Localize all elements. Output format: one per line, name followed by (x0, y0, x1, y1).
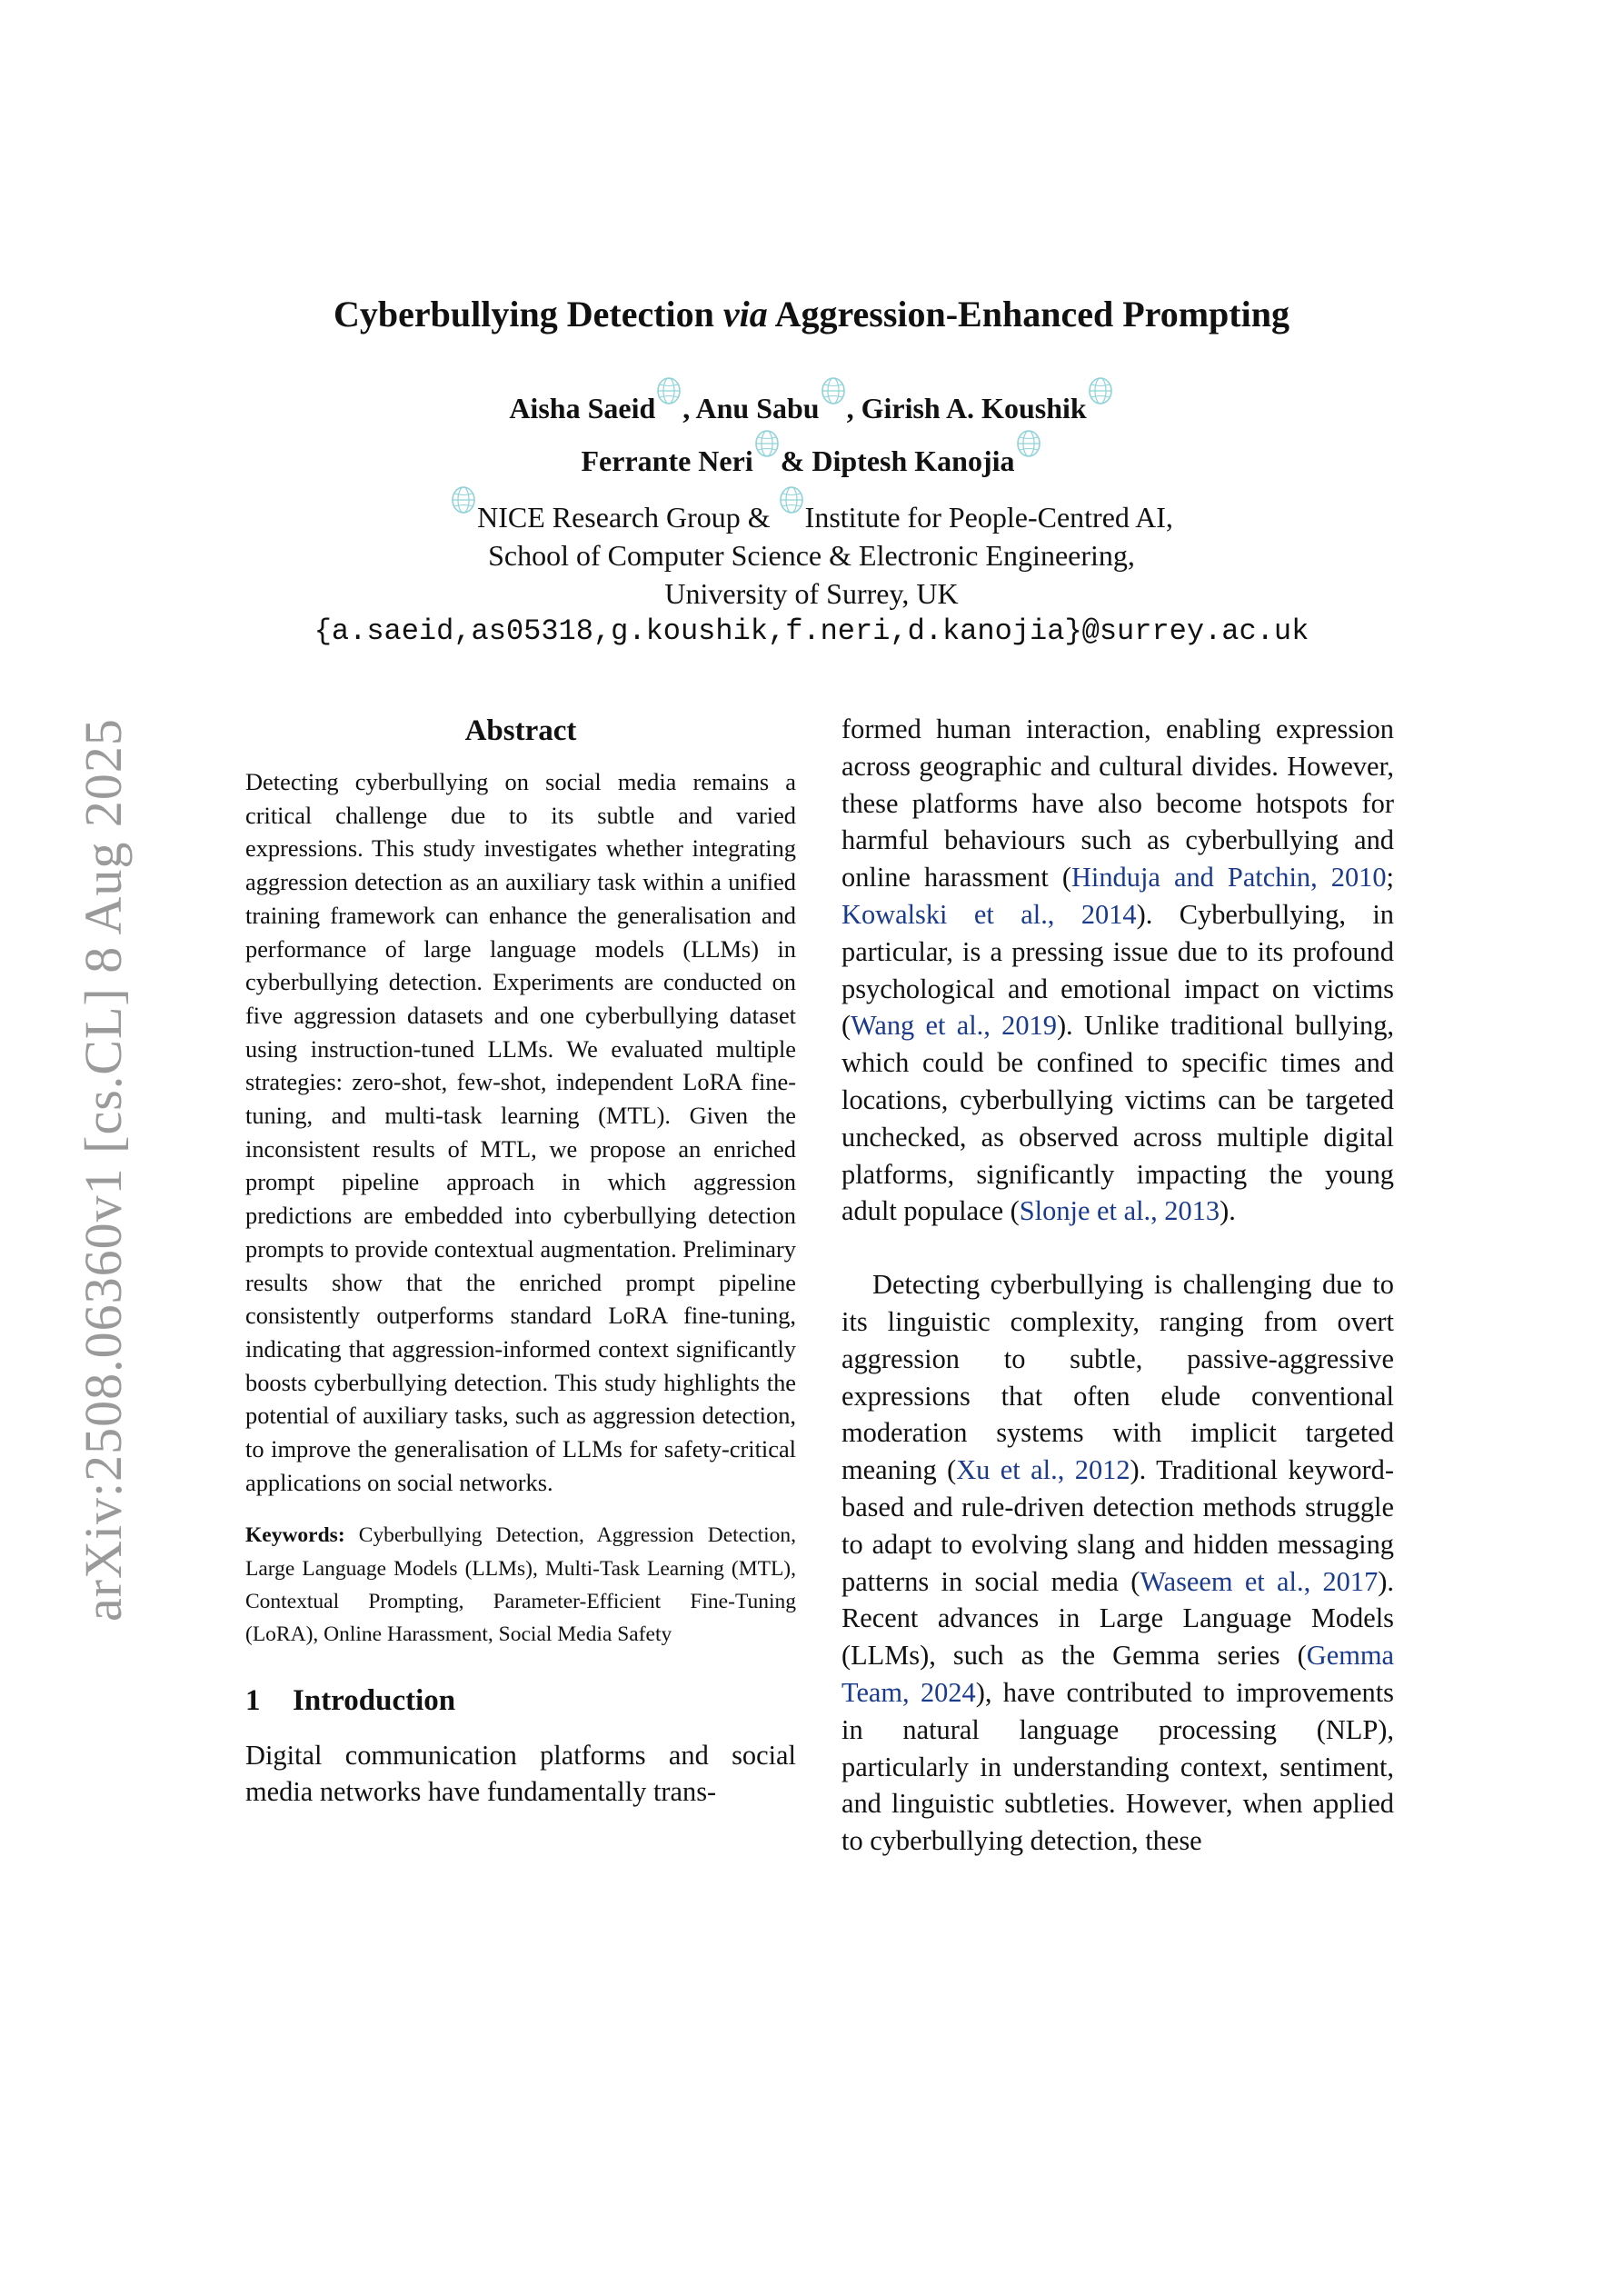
paragraph-text: formed human interaction, enabling expression across geographic and cultural divides. However, these platforms have also become hotspots for harmful behaviours such as cyberbullying and online harassment ( (841, 714, 1394, 893)
author-emails: {a.saeid,as05318,g.koushik,f.neri,d.kanojia}@surrey.ac.uk (314, 614, 1309, 648)
orcid-icon[interactable] (1016, 429, 1041, 458)
paragraph-text: ). Recent advances in Large Language Models (LLMs), such as the Gemma series ( (841, 1565, 1394, 1672)
right-column (841, 711, 1394, 1860)
author-line-1 (0, 389, 1623, 426)
orcid-icon[interactable] (656, 376, 682, 405)
section-number: 1 (245, 1683, 261, 1717)
arxiv-side-stamp: arXiv:2508.06360v1 [cs.CL] 8 Aug 2025 (74, 718, 133, 1622)
orcid-icon[interactable] (821, 376, 846, 405)
keywords (245, 1519, 796, 1651)
paragraph-text: ). Traditional keyword-based and rule-driven detection methods struggle to adapt to evolving slang and hidden messaging patterns in social media ( (841, 1454, 1394, 1597)
author-name: Aisha Saeid (509, 392, 656, 424)
author-separator: , (682, 392, 696, 424)
citation-link[interactable]: Xu et al., 2012 (956, 1454, 1130, 1486)
citation-link[interactable]: Wang et al., 2019 (851, 1010, 1057, 1042)
intro-paragraph-2 (841, 1266, 1394, 1860)
orcid-icon[interactable] (754, 429, 780, 458)
paragraph-text: Detecting cyberbullying is challenging due to its linguistic complexity, ranging from overt aggression to subtle, passive-aggressive expressions that often elude conventional moderation systems with implicit targeted meaning ( (841, 1269, 1394, 1486)
affiliation-groups (0, 498, 1623, 536)
citation-link[interactable]: Slonje et al., 2013 (1019, 1195, 1220, 1227)
author-separator: & (780, 444, 812, 477)
keywords-text: Cyberbullying Detection, Aggression Detection, Large Language Models (LLMs), Multi-Task Learning (MTL), Contextual Prompting, Parameter-Efficient Fine-Tuning (LoRA), Online Harassment, Social Media Safety (245, 1523, 796, 1647)
citation-link[interactable]: Kowalski et al., 2014 (841, 898, 1137, 930)
affiliation-group-1: NICE Research Group & (477, 501, 778, 534)
affiliation-university: University of Surrey, UK (664, 577, 959, 610)
orcid-icon (451, 485, 476, 514)
author-name: Girish A. Koushik (861, 392, 1087, 424)
citation-link[interactable]: Gemma Team, 2024 (841, 1640, 1394, 1708)
paragraph-text: ). (1220, 1195, 1236, 1227)
author-separator: , (846, 392, 861, 424)
paragraph-text: ), have contributed to improvements in natural language processing (NLP), particularly in understanding context, sentiment, and linguistic subtleties. However, when applied to cyberbullying detection, these (841, 1676, 1394, 1857)
author-name: Ferrante Neri (581, 444, 753, 477)
author-line-2 (0, 442, 1623, 479)
section-title: Introduction (293, 1683, 456, 1717)
affiliation-group-2: Institute for People-Centred AI, (804, 501, 1173, 534)
title-part-3: Aggression-Enhanced Prompting (767, 294, 1289, 334)
intro-paragraph-1-start: Digital communication platforms and social media networks have fundamentally trans- (245, 1739, 796, 1808)
paragraph-text: ; (1386, 862, 1394, 893)
title-part-via: via (722, 294, 768, 334)
author-name: Anu Sabu (695, 392, 820, 424)
orcid-icon (779, 485, 804, 514)
abstract-heading: Abstract (464, 714, 577, 747)
abstract-text: Detecting cyberbullying on social media remains a critical challenge due to its subtle and varied expressions. This study investigates whether integrating aggression detection as an auxiliary task within a unified training framework can enhance the generalisation and performance of large language models (LLMs) in cyberbullying detection. Experiments are conducted on five aggression datasets and one cyberbullying dataset using instruction-tuned LLMs. We evaluated multiple strategies: zero-shot, few-shot, independent LoRA fine-tuning, and multi-task learning (MTL). Given the inconsistent results of MTL, we propose an enriched prompt pipeline approach in which aggression predictions are embedded into cyberbullying detection prompts to provide contextual augmentation. Preliminary results show that the enriched prompt pipeline consistently outperforms standard LoRA fine-tuning, indicating that aggression-informed context significantly boosts cyberbullying detection. This study highlights the potential of auxiliary tasks, such as aggression detection, to improve the generalisation of LLMs for safety-critical applications on social networks. (245, 768, 796, 1496)
affiliation-school: School of Computer Science & Electronic Engineering, (488, 539, 1135, 572)
intro-paragraph-1-continued (841, 711, 1394, 1230)
author-name: Diptesh Kanojia (812, 444, 1015, 477)
title-part-1: Cyberbullying Detection (334, 294, 723, 334)
orcid-icon[interactable] (1088, 376, 1113, 405)
keywords-label: Keywords: (245, 1523, 345, 1548)
paragraph-text: ). Unlike traditional bullying, which could be confined to specific times and locations, cyberbullying victims can be targeted unchecked, as observed across multiple digital platforms, significantly impacting the young adult populace ( (841, 1010, 1395, 1227)
left-column (245, 711, 796, 1811)
citation-link[interactable]: Waseem et al., 2017 (1140, 1565, 1379, 1597)
section-heading-introduction (245, 1681, 796, 1721)
citation-link[interactable]: Hinduja and Patchin, 2010 (1070, 862, 1387, 893)
paper-title (0, 293, 1623, 336)
paragraph-text: ). Cyberbullying, in particular, is a pressing issue due to its profound psychological and emotional impact on victims ( (841, 898, 1394, 1042)
